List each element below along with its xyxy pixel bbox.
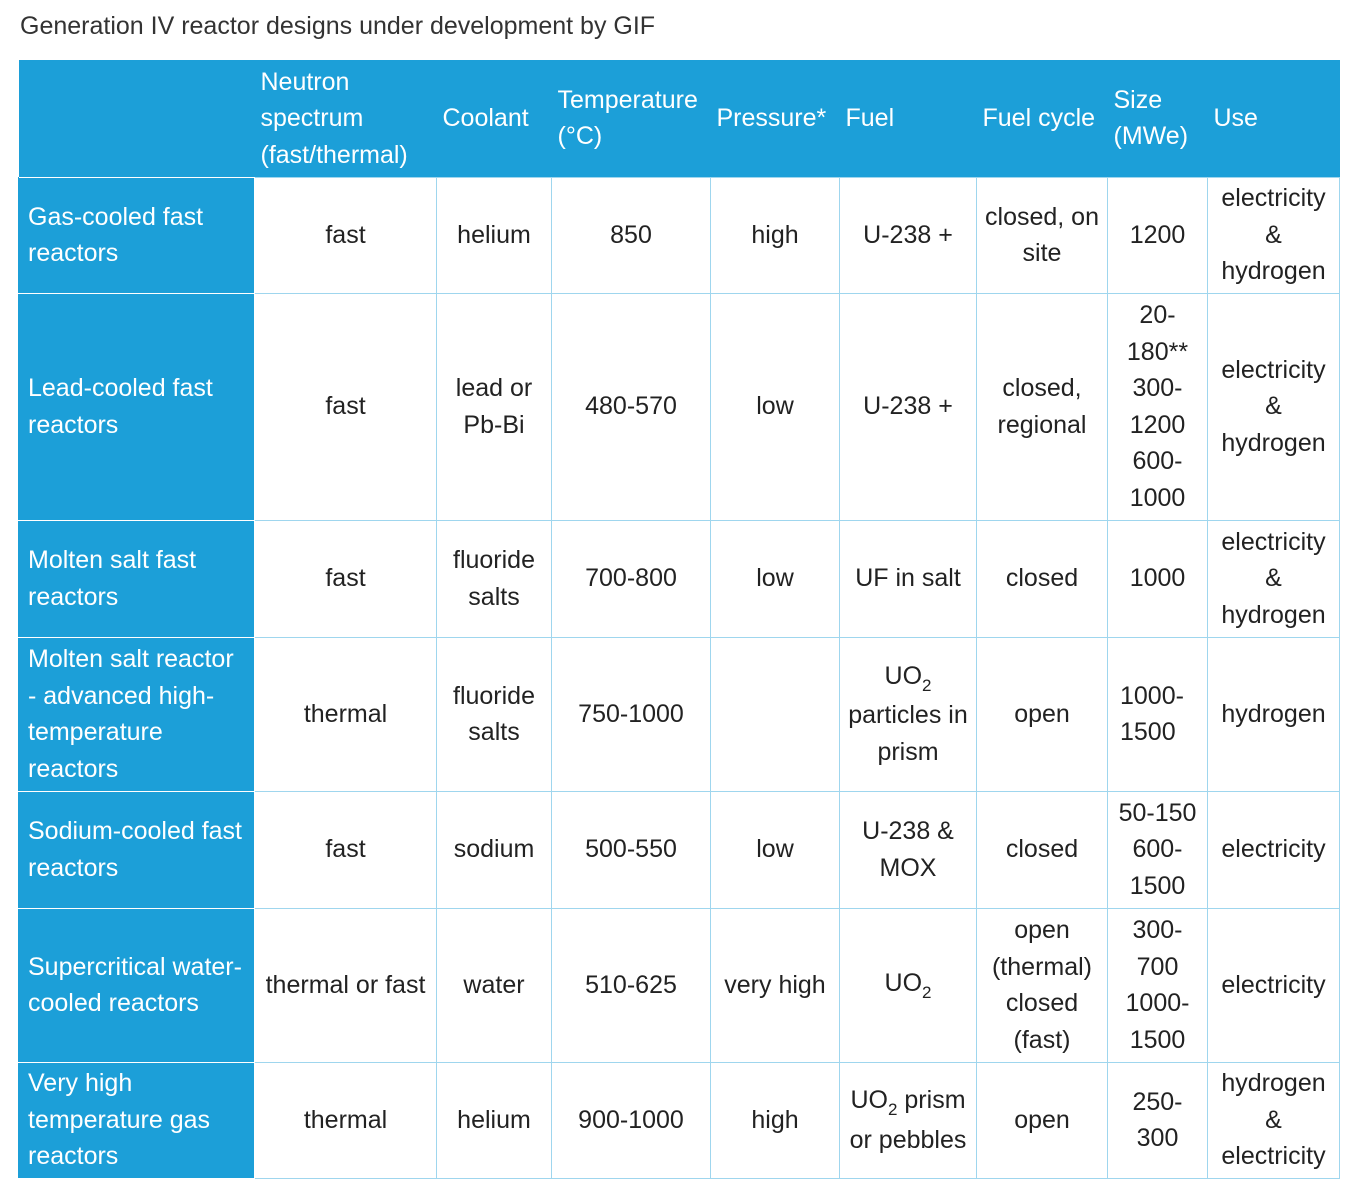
header-pressure: Pressure*: [711, 60, 840, 177]
cell-pressure: very high: [711, 908, 840, 1062]
cell-spectrum: thermal: [255, 1062, 437, 1178]
header-size: Size (MWe): [1108, 60, 1208, 177]
cell-size: 250-300: [1108, 1062, 1208, 1178]
cell-pressure: low: [711, 520, 840, 637]
row-header: Supercritical water-cooled reactors: [19, 908, 255, 1062]
row-header: Sodium-cooled fast reactors: [19, 791, 255, 908]
cell-fuel: [840, 1062, 977, 1178]
cell-temperature: 480-570: [552, 293, 711, 520]
cell-coolant: lead or Pb-Bi: [437, 293, 552, 520]
cell-fuel-cycle: closed: [977, 520, 1108, 637]
row-header: Lead-cooled fast reactors: [19, 293, 255, 520]
cell-spectrum: fast: [255, 520, 437, 637]
cell-fuel-cycle: open (thermal) closed (fast): [977, 908, 1108, 1062]
cell-temperature: 700-800: [552, 520, 711, 637]
cell-spectrum: thermal: [255, 637, 437, 791]
header-neutron-spectrum: Neutron spectrum (fast/thermal): [255, 60, 437, 177]
cell-use: electricity: [1208, 908, 1340, 1062]
cell-coolant: fluoride salts: [437, 520, 552, 637]
header-fuel: Fuel: [840, 60, 977, 177]
cell-fuel: [840, 908, 977, 1062]
header-use: Use: [1208, 60, 1340, 177]
cell-temperature: 750-1000: [552, 637, 711, 791]
cell-fuel-cycle: closed: [977, 791, 1108, 908]
cell-coolant: water: [437, 908, 552, 1062]
fuel-subscript: 2: [922, 675, 932, 695]
cell-size: 1000-1500: [1108, 637, 1208, 791]
cell-coolant: sodium: [437, 791, 552, 908]
table-row: [19, 520, 1340, 637]
fuel-detail: particles in prism: [848, 701, 968, 766]
cell-size: 1200: [1108, 177, 1208, 293]
cell-fuel: UF in salt: [840, 520, 977, 637]
cell-pressure: high: [711, 177, 840, 293]
cell-coolant: fluoride salts: [437, 637, 552, 791]
fuel-subscript: 2: [887, 1100, 898, 1119]
row-header: Very high temperature gas reactors: [19, 1062, 255, 1178]
cell-coolant: helium: [437, 177, 552, 293]
cell-fuel-cycle: closed, on site: [977, 177, 1108, 293]
cell-spectrum: fast: [255, 791, 437, 908]
header-fuel-cycle: Fuel cycle: [977, 60, 1108, 177]
cell-temperature: 510-625: [552, 908, 711, 1062]
table-row: [19, 1062, 1340, 1178]
cell-pressure: low: [711, 293, 840, 520]
cell-pressure: [711, 637, 840, 791]
cell-fuel: U-238 & MOX: [840, 791, 977, 908]
cell-fuel: U-238 +: [840, 177, 977, 293]
cell-pressure: high: [711, 1062, 840, 1178]
table-header-row: [19, 60, 1340, 177]
header-temperature: Temperature (°C): [552, 60, 711, 177]
cell-fuel: [840, 637, 977, 791]
row-header: Molten salt reactor - advanced high-temperature reactors: [19, 637, 255, 791]
cell-use: electricity & hydrogen: [1208, 177, 1340, 293]
cell-size: 20-180** 300-1200 600-1000: [1108, 293, 1208, 520]
cell-fuel: U-238 +: [840, 293, 977, 520]
cell-pressure: low: [711, 791, 840, 908]
table-row: [19, 791, 1340, 908]
row-header: Gas-cooled fast reactors: [19, 177, 255, 293]
fuel-subscript: 2: [922, 983, 932, 1003]
cell-size: 50-150 600-1500: [1108, 791, 1208, 908]
cell-spectrum: thermal or fast: [255, 908, 437, 1062]
table-row: [19, 908, 1340, 1062]
cell-temperature: 900-1000: [552, 1062, 711, 1178]
fuel-detail: prism or pebbles: [849, 1086, 967, 1154]
fuel-formula: UO: [850, 1086, 888, 1114]
cell-use: electricity & hydrogen: [1208, 293, 1340, 520]
cell-temperature: 850: [552, 177, 711, 293]
cell-fuel-cycle: open: [977, 637, 1108, 791]
cell-temperature: 500-550: [552, 791, 711, 908]
table-row: [19, 637, 1340, 791]
cell-spectrum: fast: [255, 293, 437, 520]
cell-use: hydrogen & electricity: [1208, 1062, 1340, 1178]
table-caption: Generation IV reactor designs under development by GIF: [20, 12, 656, 40]
reactor-designs-table: [18, 60, 1340, 1179]
cell-use: electricity: [1208, 791, 1340, 908]
header-coolant: Coolant: [437, 60, 552, 177]
cell-coolant: helium: [437, 1062, 552, 1178]
fuel-formula: UO: [884, 661, 923, 690]
table-row: [19, 177, 1340, 293]
table-row: [19, 293, 1340, 520]
cell-spectrum: fast: [255, 177, 437, 293]
cell-use: electricity & hydrogen: [1208, 520, 1340, 637]
header-corner: [19, 60, 255, 177]
cell-size: 300-700 1000-1500: [1108, 908, 1208, 1062]
cell-fuel-cycle: open: [977, 1062, 1108, 1178]
cell-use: hydrogen: [1208, 637, 1340, 791]
row-header: Molten salt fast reactors: [19, 520, 255, 637]
fuel-formula: UO: [884, 969, 923, 998]
cell-size: 1000: [1108, 520, 1208, 637]
cell-fuel-cycle: closed, regional: [977, 293, 1108, 520]
